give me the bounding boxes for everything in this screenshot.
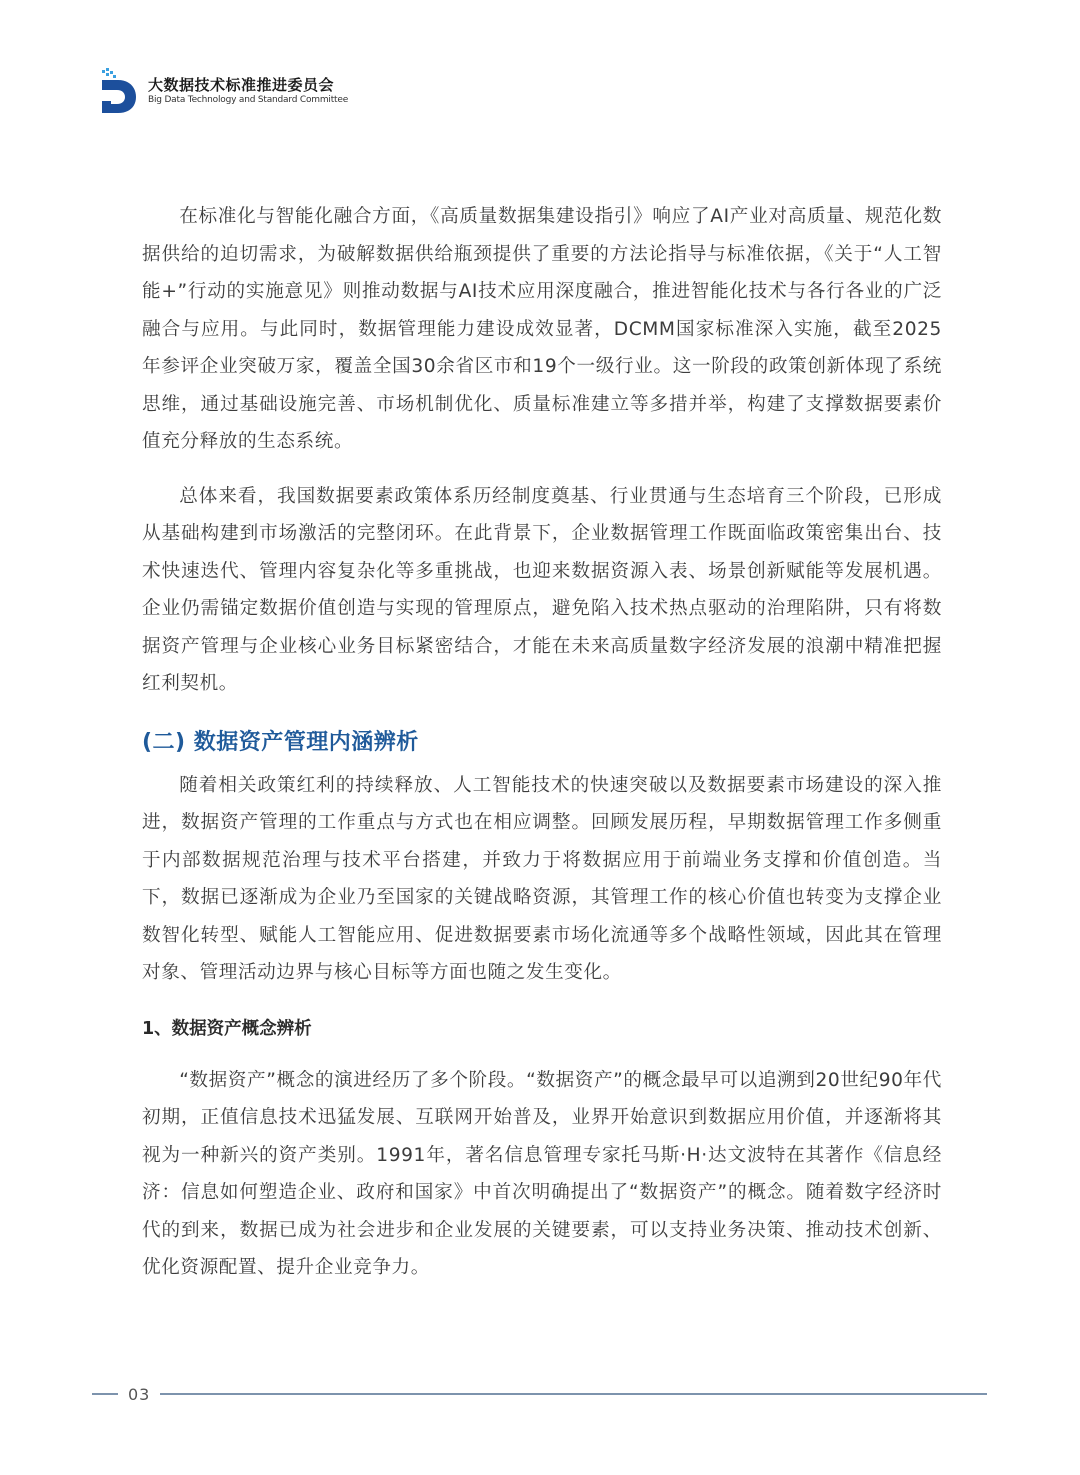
footer-rule [160, 1393, 987, 1395]
section-heading: (二) 数据资产管理内涵辨析 [142, 729, 419, 755]
paragraph-summary: 总体来看，我国数据要素政策体系历经制度奠基、行业贯通与生态培育三个阶段，已形成从基础构建到市场激活的完整闭环。在此背景下，企业数据管理工作既面临政策密集出台、技术快速迭代、管理内容复杂化等多重挑战，也迎来数据资源入表、场景创新赋能等发展机遇。企业仍需锚定数据价值创造与实现的管理原点，避免陷入技术热点驱动的治理陷阱，只有将数据资产管理与企业核心业务目标紧密结合，才能在未来高质量数字经济发展的浪潮中精准把握红利契机。 [142, 485, 942, 694]
paragraph-section: 随着相关政策红利的持续释放、人工智能技术的快速突破以及数据要素市场建设的深入推进，数据资产管理的工作重点与方式也在相应调整。回顾发展历程，早期数据管理工作多侧重于内部数据规范治理与技术平台搭建，并致力于将数据应用于前端业务支撑和价值创造。当下，数据已逐渐成为企业乃至国家的关键战略资源，其管理工作的核心价值也转变为支撑企业数智化转型、赋能人工智能应用、促进数据要素市场化流通等多个战略性领域，因此其在管理对象、管理活动边界与核心目标等方面也随之发生变化。 [142, 774, 942, 983]
page-header [100, 68, 348, 114]
bdc-logo-icon [100, 68, 140, 114]
document-body [142, 198, 942, 1287]
sub-heading: 1、数据资产概念辨析 [142, 1018, 312, 1039]
org-name-en: Big Data Technology and Standard Committee [148, 95, 349, 105]
paragraph-standardization: 在标准化与智能化融合方面，《高质量数据集建设指引》响应了AI产业对高质量、规范化数据供给的迫切需求，为破解数据供给瓶颈提供了重要的方法论指导与标准依据，《关于“人工智能+”行动的实施意见》则推动数据与AI技术应用深度融合，推进智能化技术与各行各业的广泛融合与应用。与此同时，数据管理能力建设成效显著，DCMM国家标准深入实施，截至2025年参评企业突破万家，覆盖全国30余省区市和19个一级行业。这一阶段的政策创新体现了系统思维，通过基础设施完善、市场机制优化、质量标准建立等多措并举，构建了支撑数据要素价值充分释放的生态系统。 [142, 206, 942, 452]
footer-dash [92, 1393, 118, 1395]
page-number: 03 [128, 1384, 151, 1404]
org-name-cn: 大数据技术标准推进委员会 [148, 76, 335, 94]
paragraph-data-asset-concept: “数据资产”概念的演进经历了多个阶段。“数据资产”的概念最早可以追溯到20世纪90年代初期，正值信息技术迅猛发展、互联网开始普及，业界开始意识到数据应用价值，并逐渐将其视为一种新兴的资产类别。1991年，著名信息管理专家托马斯·H·达文波特在其著作《信息经济：信息如何塑造企业、政府和国家》中首次明确提出了“数据资产”的概念。随着数字经济时代的到来，数据已成为社会进步和企业发展的关键要素，可以支持业务决策、推动技术创新、优化资源配置、提升企业竞争力。 [142, 1069, 942, 1278]
page-footer [92, 1384, 987, 1404]
